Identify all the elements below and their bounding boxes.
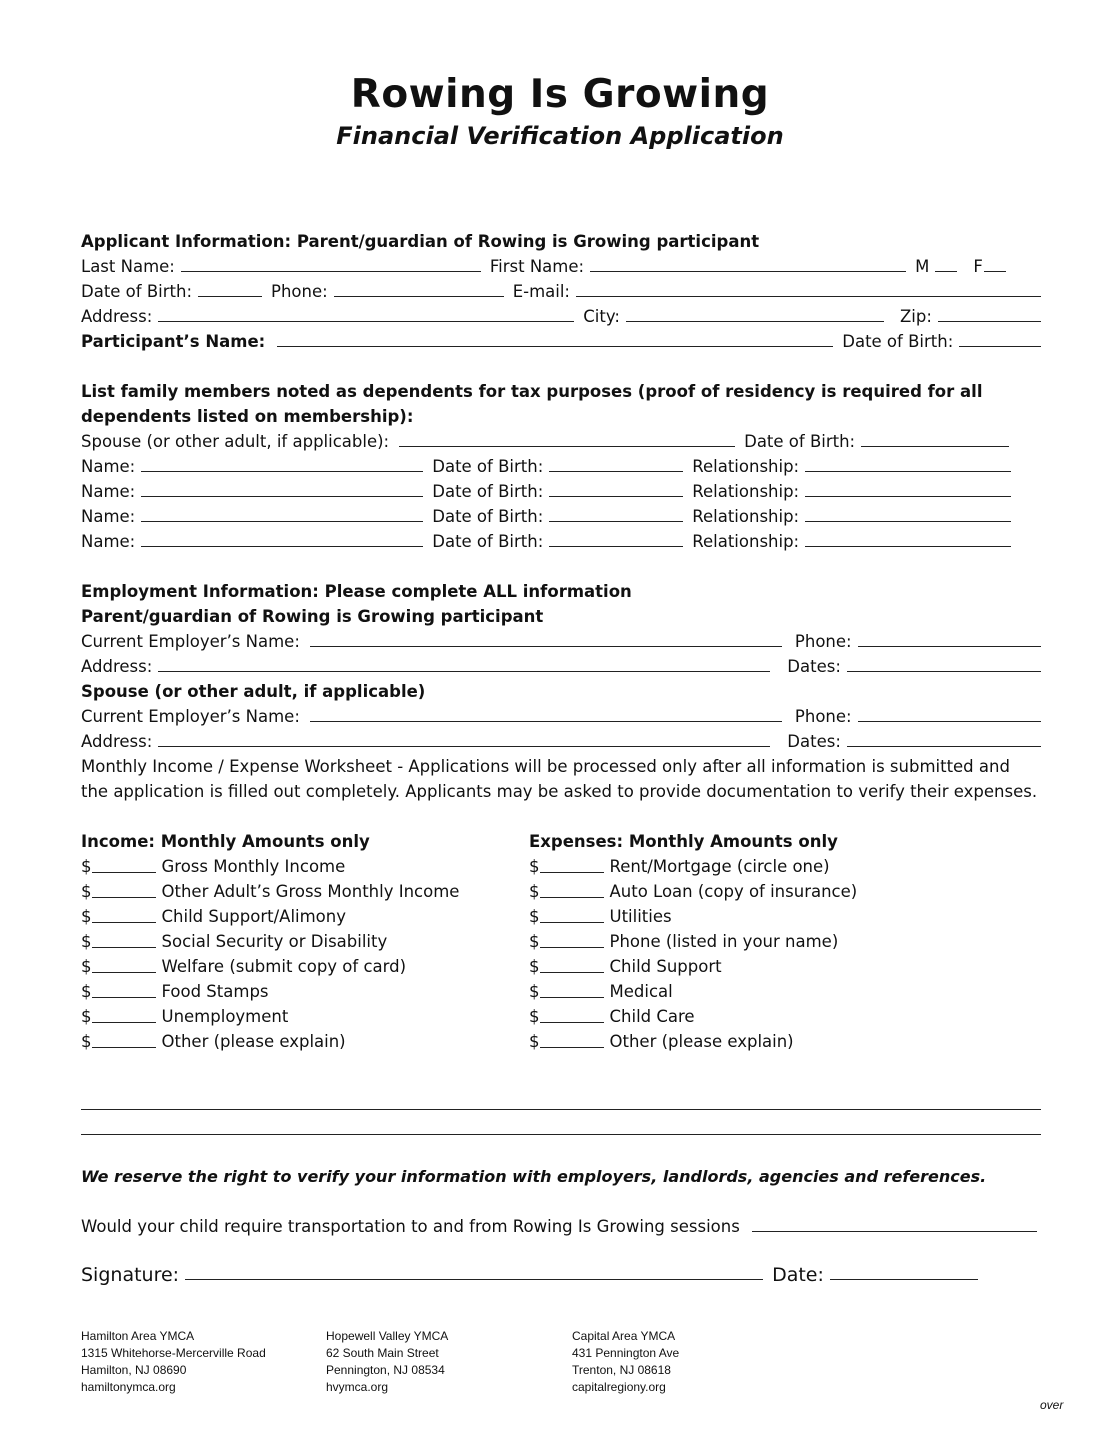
spouse-address-field[interactable] — [158, 729, 770, 747]
expense-amount-field[interactable] — [540, 856, 604, 873]
footer-website-link[interactable]: capitalregiony.org — [572, 1380, 666, 1394]
income-item-label: Unemployment — [161, 1007, 289, 1026]
employment-heading: Employment Information: Please complete ALL information — [81, 582, 632, 601]
expense-item — [529, 976, 977, 1001]
expense-amount-field[interactable] — [540, 956, 604, 973]
footer-name: Capital Area YMCA — [572, 1329, 676, 1343]
footer-capital — [572, 1328, 679, 1396]
spouse-dates-label: Dates: — [787, 732, 841, 751]
expense-item — [529, 1026, 977, 1051]
expense-item — [529, 851, 977, 876]
dependent-name-field[interactable] — [141, 504, 423, 522]
currency-symbol: $ — [529, 957, 540, 976]
address-row — [81, 301, 1041, 326]
employer-label: Current Employer’s Name: — [81, 632, 300, 651]
participant-dob-field[interactable] — [959, 329, 1041, 347]
dependent-row — [81, 501, 1041, 526]
page-subtitle: Financial Verification Application — [336, 122, 784, 150]
footer-city: Pennington, NJ 08534 — [326, 1363, 445, 1377]
spouse-employer-label: Current Employer’s Name: — [81, 707, 300, 726]
email-label: E-mail: — [512, 282, 570, 301]
signature-field[interactable] — [185, 1262, 763, 1280]
dependent-name-field[interactable] — [141, 529, 423, 547]
currency-symbol: $ — [529, 932, 540, 951]
dependent-relationship-label: Relationship: — [692, 482, 800, 501]
currency-symbol: $ — [529, 857, 540, 876]
currency-symbol: $ — [81, 907, 92, 926]
currency-symbol: $ — [81, 1007, 92, 1026]
dependent-name-label: Name: — [81, 532, 136, 551]
expense-item — [529, 876, 977, 901]
footer-street: 1315 Whitehorse-Mercerville Road — [81, 1346, 266, 1360]
dependent-row — [81, 451, 1041, 476]
dependent-dob-field[interactable] — [549, 504, 683, 522]
dependent-dob-label: Date of Birth: — [432, 482, 544, 501]
income-amount-field[interactable] — [92, 1031, 156, 1048]
dependent-dob-field[interactable] — [549, 479, 683, 497]
expense-item-label: Phone (listed in your name) — [609, 932, 839, 951]
dependent-row — [81, 476, 1041, 501]
phone-label: Phone: — [271, 282, 328, 301]
footer-street: 431 Pennington Ave — [572, 1346, 680, 1360]
expense-item — [529, 901, 977, 926]
zip-label: Zip: — [899, 307, 932, 326]
address-field[interactable] — [158, 304, 574, 322]
first-name-field[interactable] — [590, 254, 906, 272]
expense-amount-field[interactable] — [540, 881, 604, 898]
employer-dates-field[interactable] — [847, 654, 1041, 672]
transport-field[interactable] — [752, 1214, 1037, 1232]
signature-row — [81, 1254, 1041, 1286]
dob-row — [81, 276, 1041, 301]
dependent-relationship-field[interactable] — [805, 454, 1011, 472]
spouse-row — [81, 426, 1041, 451]
dependent-relationship-label: Relationship: — [692, 507, 800, 526]
expense-item-label: Rent/Mortgage (circle one) — [609, 857, 830, 876]
income-item-label: Social Security or Disability — [161, 932, 388, 951]
employer-address-label: Address: — [81, 657, 153, 676]
footer-street: 62 South Main Street — [326, 1346, 439, 1360]
expense-item-label: Child Care — [609, 1007, 695, 1026]
footer-name: Hamilton Area YMCA — [81, 1329, 195, 1343]
spouse-dates-field[interactable] — [847, 729, 1041, 747]
spouse-dob-field[interactable] — [861, 429, 1009, 447]
spouse-dob-label: Date of Birth: — [744, 432, 856, 451]
participant-label: Participant’s Name: — [81, 332, 266, 351]
income-item-label: Gross Monthly Income — [161, 857, 346, 876]
expense-item-label: Other (please explain) — [609, 1032, 794, 1051]
income-item — [81, 951, 529, 976]
last-name-label: Last Name: — [81, 257, 175, 276]
employer-phone-field[interactable] — [858, 629, 1041, 647]
phone-field[interactable] — [334, 279, 504, 297]
footer-name: Hopewell Valley YMCA — [326, 1329, 449, 1343]
city-label: City: — [583, 307, 620, 326]
dependent-relationship-label: Relationship: — [692, 457, 800, 476]
income-item-label: Other Adult’s Gross Monthly Income — [161, 882, 460, 901]
female-label: F — [973, 257, 983, 276]
participant-row — [81, 326, 1041, 351]
email-field[interactable] — [576, 279, 1041, 297]
income-item — [81, 1001, 529, 1026]
male-label: M — [915, 257, 930, 276]
dependent-name-field[interactable] — [141, 479, 423, 497]
currency-symbol: $ — [529, 882, 540, 901]
expenses-column — [529, 826, 977, 1051]
dependent-name-label: Name: — [81, 457, 136, 476]
income-amount-field[interactable] — [92, 906, 156, 923]
employer-address-field[interactable] — [158, 654, 770, 672]
employer-dates-label: Dates: — [787, 657, 841, 676]
worksheet-note-2: the application is filled out completely. Applicants may be asked to provide documentation to verify their expenses. — [81, 782, 1038, 801]
signature-date-field[interactable] — [830, 1262, 978, 1280]
currency-symbol: $ — [529, 907, 540, 926]
spouse-field[interactable] — [399, 429, 735, 447]
expense-item — [529, 1001, 977, 1026]
currency-symbol: $ — [529, 1007, 540, 1026]
male-field[interactable] — [935, 254, 957, 272]
currency-symbol: $ — [81, 1032, 92, 1051]
income-item-label: Other (please explain) — [161, 1032, 346, 1051]
dependent-relationship-label: Relationship: — [692, 532, 800, 551]
employer-row — [81, 626, 1041, 651]
explanation-line[interactable] — [81, 1110, 1041, 1135]
applicant-heading: Applicant Information: Parent/guardian of Rowing is Growing participant — [81, 232, 760, 251]
over-note: over — [1040, 1398, 1064, 1412]
page-title: Rowing Is Growing — [350, 72, 770, 117]
dob-label: Date of Birth: — [81, 282, 193, 301]
employer-address-row — [81, 651, 1041, 676]
city-field[interactable] — [626, 304, 884, 322]
first-name-label: First Name: — [489, 257, 585, 276]
income-item-label: Food Stamps — [161, 982, 269, 1001]
expense-item-label: Child Support — [609, 957, 722, 976]
currency-symbol: $ — [529, 982, 540, 1001]
spouse-phone-field[interactable] — [858, 704, 1041, 722]
footer-hopewell — [326, 1328, 448, 1396]
dependent-row — [81, 526, 1041, 551]
last-name-field[interactable] — [181, 254, 481, 272]
income-amount-field[interactable] — [92, 881, 156, 898]
income-item — [81, 926, 529, 951]
address-label: Address: — [81, 307, 153, 326]
footer-city: Trenton, NJ 08618 — [572, 1363, 671, 1377]
expense-item-label: Auto Loan (copy of insurance) — [609, 882, 858, 901]
footer-website-link[interactable]: hvymca.org — [326, 1380, 389, 1394]
zip-field[interactable] — [938, 304, 1041, 322]
income-item-label: Welfare (submit copy of card) — [161, 957, 407, 976]
currency-symbol: $ — [81, 932, 92, 951]
participant-field[interactable] — [277, 329, 833, 347]
currency-symbol: $ — [81, 957, 92, 976]
expense-amount-field[interactable] — [540, 931, 604, 948]
footer-hamilton — [81, 1328, 266, 1396]
expense-amount-field[interactable] — [540, 981, 604, 998]
dependent-dob-field[interactable] — [549, 529, 683, 547]
transport-row — [81, 1211, 1041, 1236]
dependent-relationship-field[interactable] — [805, 504, 1011, 522]
income-item — [81, 876, 529, 901]
expense-amount-field[interactable] — [540, 1031, 604, 1048]
income-amount-field[interactable] — [92, 931, 156, 948]
spouse-address-label: Address: — [81, 732, 153, 751]
currency-symbol: $ — [81, 882, 92, 901]
verify-note: We reserve the right to verify your information with employers, landlords, agencies and references. — [81, 1167, 987, 1186]
expenses-heading: Expenses: Monthly Amounts only — [529, 832, 838, 851]
income-item — [81, 851, 529, 876]
income-item-label: Child Support/Alimony — [161, 907, 346, 926]
income-amount-field[interactable] — [92, 856, 156, 873]
income-expense-columns — [81, 826, 1041, 1051]
expense-item — [529, 926, 977, 951]
spouse-phone-label: Phone: — [794, 707, 852, 726]
dependent-name-label: Name: — [81, 507, 136, 526]
income-item — [81, 901, 529, 926]
income-item — [81, 976, 529, 1001]
footer-website-link[interactable]: hamiltonymca.org — [81, 1380, 176, 1394]
dependent-name-label: Name: — [81, 482, 136, 501]
spouse-employer-row — [81, 701, 1041, 726]
income-heading: Income: Monthly Amounts only — [81, 832, 370, 851]
signature-label: Signature: — [81, 1264, 180, 1286]
employment-parent-heading: Parent/guardian of Rowing is Growing participant — [81, 607, 544, 626]
transport-question: Would your child require transportation to and from Rowing Is Growing sessions — [81, 1217, 740, 1236]
dependent-name-field[interactable] — [141, 454, 423, 472]
family-heading-2: dependents listed on membership): — [81, 407, 414, 426]
currency-symbol: $ — [81, 857, 92, 876]
dependent-dob-label: Date of Birth: — [432, 507, 544, 526]
participant-dob-label: Date of Birth: — [842, 332, 954, 351]
expense-amount-field[interactable] — [540, 1006, 604, 1023]
employer-phone-label: Phone: — [794, 632, 852, 651]
dependent-relationship-field[interactable] — [805, 479, 1011, 497]
expense-item-label: Medical — [609, 982, 673, 1001]
income-item — [81, 1026, 529, 1051]
dob-field[interactable] — [198, 279, 262, 297]
employer-field[interactable] — [310, 629, 782, 647]
expense-item-label: Utilities — [609, 907, 672, 926]
income-column — [81, 826, 529, 1051]
female-field[interactable] — [984, 254, 1006, 272]
worksheet-note-1: Monthly Income / Expense Worksheet - Applications will be processed only after all information is submitted and — [81, 757, 1010, 776]
currency-symbol: $ — [529, 1032, 540, 1051]
spouse-employer-field[interactable] — [310, 704, 782, 722]
application-form — [81, 226, 1041, 1286]
expense-item — [529, 951, 977, 976]
spouse-address-row — [81, 726, 1041, 751]
name-row — [81, 251, 1041, 276]
explanation-line[interactable] — [81, 1085, 1041, 1110]
currency-symbol: $ — [81, 982, 92, 1001]
spouse-label: Spouse (or other adult, if applicable): — [81, 432, 390, 451]
income-amount-field[interactable] — [92, 981, 156, 998]
expense-amount-field[interactable] — [540, 906, 604, 923]
footer-city: Hamilton, NJ 08690 — [81, 1363, 187, 1377]
family-heading-1: List family members noted as dependents for tax purposes (proof of residency is required for all — [81, 382, 983, 401]
income-amount-field[interactable] — [92, 956, 156, 973]
signature-date-label: Date: — [772, 1264, 824, 1286]
income-amount-field[interactable] — [92, 1006, 156, 1023]
spouse-employment-heading: Spouse (or other adult, if applicable) — [81, 682, 426, 701]
dependent-dob-label: Date of Birth: — [432, 532, 544, 551]
dependent-relationship-field[interactable] — [805, 529, 1011, 547]
dependent-dob-field[interactable] — [549, 454, 683, 472]
dependent-dob-label: Date of Birth: — [432, 457, 544, 476]
